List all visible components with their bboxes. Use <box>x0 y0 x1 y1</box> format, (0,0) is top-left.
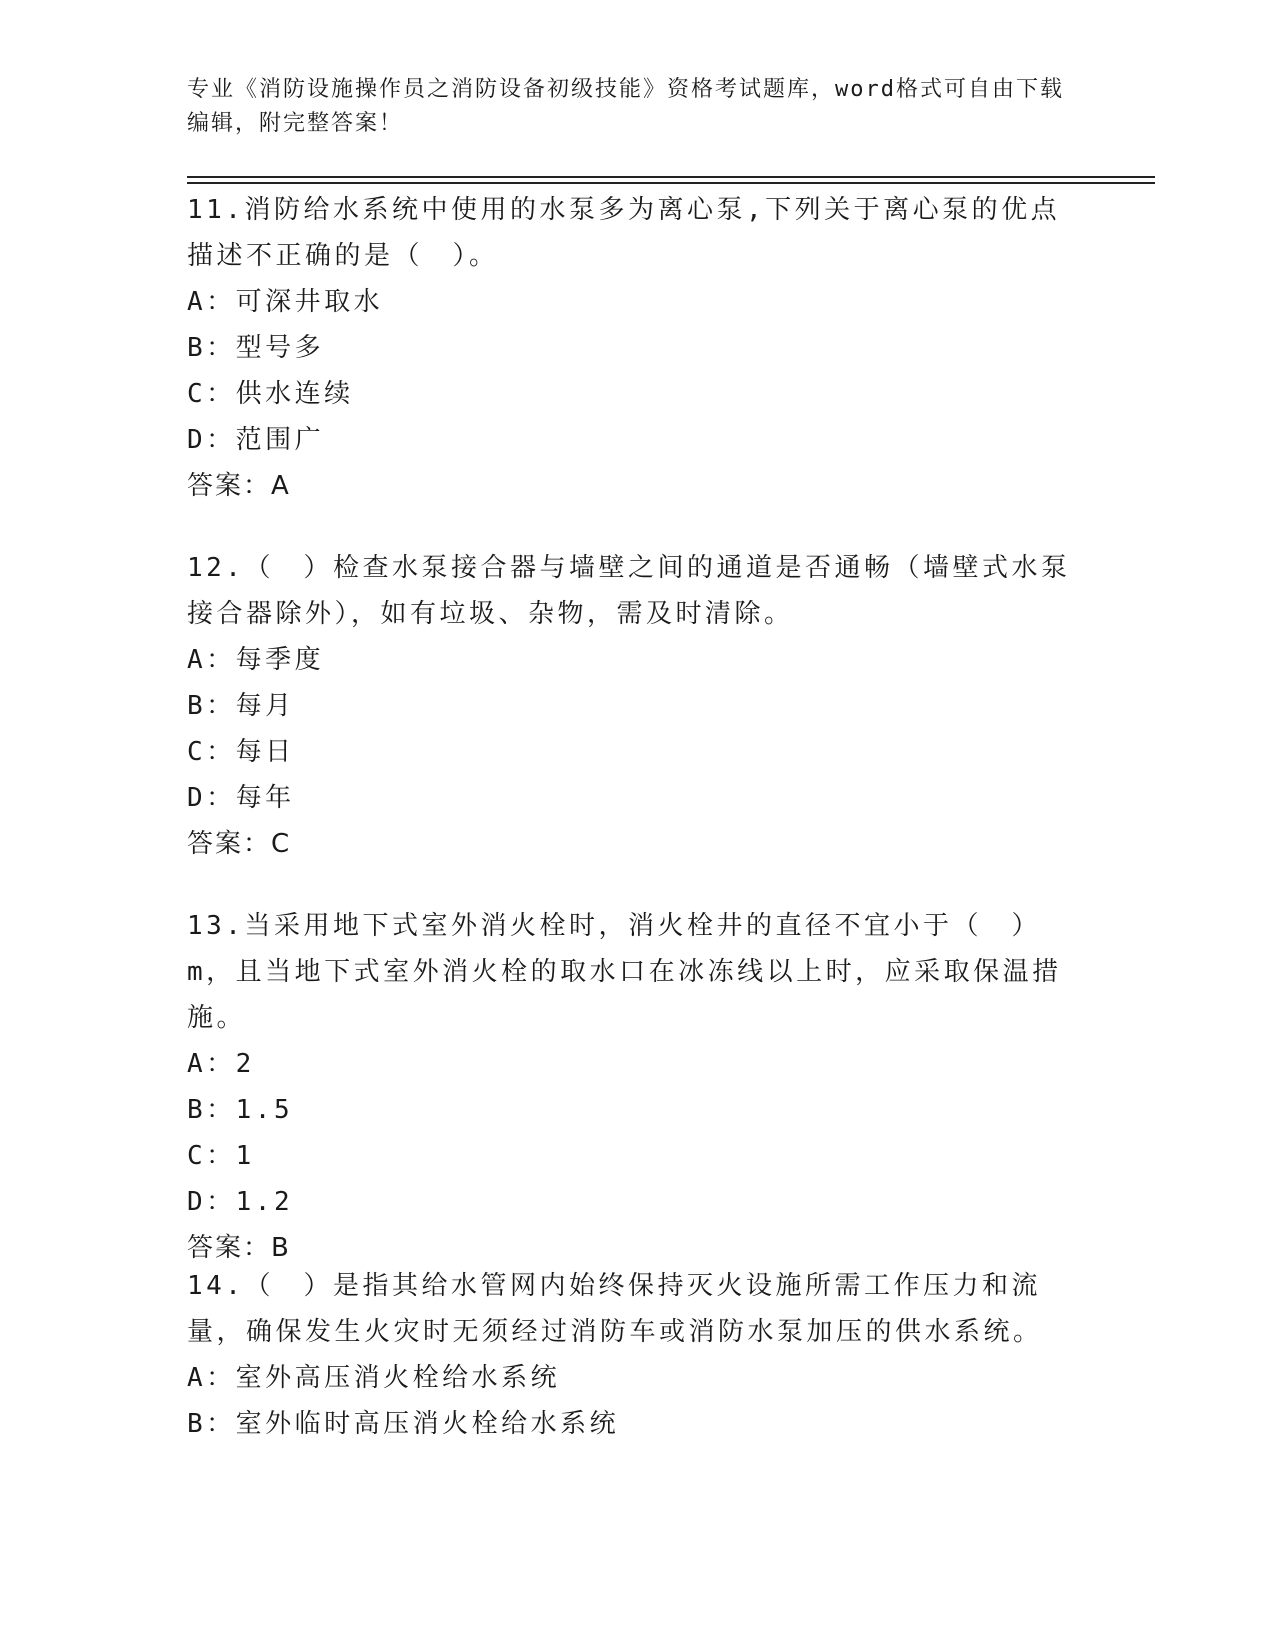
answer: 答案：C <box>187 829 292 859</box>
header-divider-top <box>187 176 1155 178</box>
option-b: B：型号多 <box>187 333 325 363</box>
option-b: B：室外临时高压消火栓给水系统 <box>187 1409 620 1439</box>
answer: 答案：A <box>187 471 291 501</box>
option-d: D：范围广 <box>187 425 325 455</box>
option-b: B：每月 <box>187 691 295 721</box>
question-14 <box>187 1263 1087 1447</box>
question-stem: 12.（ ）检查水泵接合器与墙壁之间的通道是否通畅（墙壁式水泵接合器除外），如有垃圾、杂物，需及时清除。 <box>187 553 1071 629</box>
option-a: A：室外高压消火栓给水系统 <box>187 1363 561 1393</box>
option-a: A：2 <box>187 1049 255 1079</box>
answer: 答案：B <box>187 1233 291 1263</box>
option-b: B：1.5 <box>187 1095 294 1125</box>
question-stem: 14.（ ）是指其给水管网内始终保持灭火设施所需工作压力和流量，确保发生火灾时无须经过消防车或消防水泵加压的供水系统。 <box>187 1271 1043 1347</box>
option-c: C：1 <box>187 1141 255 1171</box>
option-d: D：每年 <box>187 783 295 813</box>
header-divider-bottom <box>187 182 1155 184</box>
question-13 <box>187 903 1087 1271</box>
option-d: D：1.2 <box>187 1187 294 1217</box>
option-c: C：每日 <box>187 737 295 767</box>
option-a: A：每季度 <box>187 645 325 675</box>
document-header <box>187 73 1067 141</box>
option-c: C：供水连续 <box>187 379 354 409</box>
header-intro-text: 专业《消防设施操作员之消防设备初级技能》资格考试题库，word格式可自由下载编辑，附完整答案！ <box>187 77 1064 136</box>
option-a: A：可深井取水 <box>187 287 384 317</box>
question-stem: 13.当采用地下式室外消火栓时，消火栓井的直径不宜小于（ ）m，且当地下式室外消火栓的取水口在冰冻线以上时，应采取保温措施。 <box>187 911 1062 1033</box>
question-stem: 11.消防给水系统中使用的水泵多为离心泵,下列关于离心泵的优点描述不正确的是（ ）。 <box>187 195 1061 271</box>
question-11 <box>187 187 1087 509</box>
question-12 <box>187 545 1087 867</box>
